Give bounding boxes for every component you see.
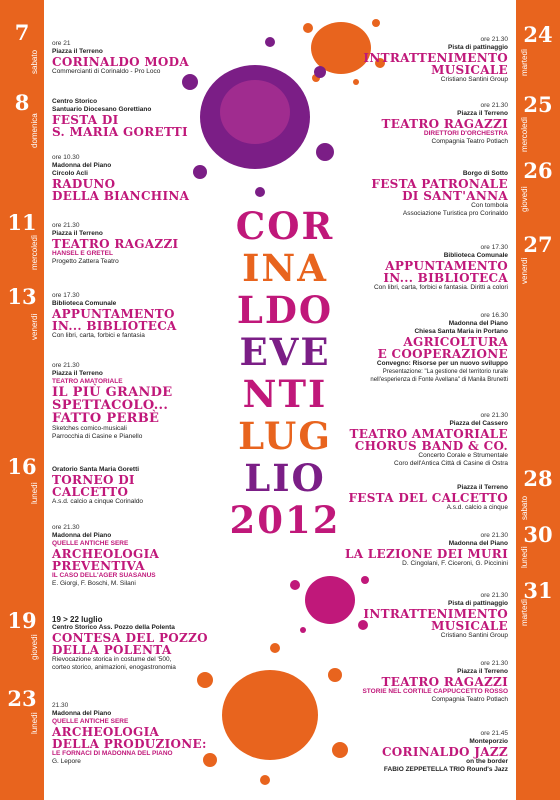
event-time: ore 16.30 <box>480 312 508 319</box>
event-listing <box>52 154 237 202</box>
event-listing <box>318 312 508 384</box>
event-desc: Concerto Corale e Strumentale <box>418 452 508 459</box>
event-title: RADUNO <box>52 177 116 191</box>
day-number: 30 <box>523 522 553 547</box>
event-title-line2: IN... BIBLIOTECA <box>52 319 177 333</box>
right-day <box>516 468 560 528</box>
left-day <box>0 212 44 272</box>
event-title: TEATRO RAGAZZI <box>381 675 508 689</box>
weekday: venerdì <box>30 313 39 340</box>
event-listing <box>52 524 237 588</box>
event-title: INTRATTENIMENTO <box>363 51 508 65</box>
event-title: INTRATTENIMENTO <box>363 607 508 621</box>
event-desc: Cristiano Santini Group <box>440 632 508 639</box>
day-number: 26 <box>523 158 553 183</box>
event-title: FESTA DEL CALCETTO <box>348 491 508 505</box>
event-time: 19 > 22 luglio <box>52 615 103 624</box>
day-number: 13 <box>7 284 37 309</box>
event-title-line2: E COOPERAZIONE <box>377 347 508 361</box>
event-desc-line2: Presentazione: "La gestione del territorio rurale <box>382 369 508 375</box>
day-number: 19 <box>7 608 37 633</box>
event-title-line2: IN... BIBLIOTECA <box>383 271 508 285</box>
event-desc: Progetto Zattera Teatro <box>52 258 119 265</box>
event-listing <box>318 592 508 640</box>
event-desc: E. Giorgi, F. Boschi, M. Silani <box>52 580 136 587</box>
day-number: 24 <box>523 22 553 47</box>
event-listing <box>52 98 237 138</box>
event-time: ore 21.30 <box>480 36 508 43</box>
event-place: Madonna del Piano <box>52 710 112 717</box>
event-place: Piazza il Terreno <box>457 668 508 675</box>
event-title: IL PIÙ GRANDE <box>52 385 173 400</box>
event-title-line2: MUSICALE <box>431 63 508 77</box>
event-listing <box>318 730 508 774</box>
weekday: venerdì <box>520 257 529 284</box>
event-listing <box>52 702 237 766</box>
right-day <box>516 234 560 294</box>
event-time: ore 21.30 <box>52 362 80 369</box>
right-day <box>516 24 560 84</box>
event-place: Santuario Diocesano Gorettiano <box>52 106 152 113</box>
event-time: ore 21 <box>52 40 71 47</box>
event-listing <box>52 222 237 266</box>
event-title: APPUNTAMENTO <box>52 307 175 321</box>
event-desc-line2: corteo storico, animazioni, enogastronomia <box>52 664 176 671</box>
event-listing <box>318 36 508 84</box>
title-line: LDO <box>236 288 334 332</box>
event-title: CORINALDO JAZZ <box>381 745 508 759</box>
event-subtitle: DIRETTORI D'ORCHESTRA <box>423 130 508 137</box>
day-number: 11 <box>7 210 37 235</box>
event-title: FESTA PATRONALE <box>371 177 508 191</box>
weekday: lunedì <box>30 712 39 734</box>
event-listing <box>318 244 508 292</box>
left-day <box>0 286 44 346</box>
event-listing <box>52 40 237 76</box>
event-time: ore 17.30 <box>52 292 80 299</box>
right-day <box>516 94 560 154</box>
day-number: 28 <box>523 466 553 491</box>
event-place: Madonna del Piano <box>448 540 508 547</box>
event-desc: G. Lepore <box>52 758 81 765</box>
weekday: martedì <box>520 598 529 626</box>
event-desc: D. Cingolani, F. Ciceroni, G. Piccinini <box>402 560 508 567</box>
weekday: mercoledì <box>520 116 529 152</box>
event-desc: Con libri, carta, forbici e fantasia <box>52 332 145 339</box>
event-subtitle: TEATRO AMATORIALE <box>52 378 123 385</box>
event-desc-line2: FABIO ZEPPETELLA TRIO Round's Jazz <box>383 766 508 773</box>
event-place: Madonna del Piano <box>52 162 112 169</box>
event-subtitle-line2: LE FORNACI DI MADONNA DEL PIANO <box>52 750 173 757</box>
event-subtitle: QUELLE ANTICHE SERE <box>52 540 129 547</box>
event-place-line2: Circolo Acli <box>52 170 88 177</box>
event-listing <box>318 484 508 512</box>
left-day <box>0 610 44 670</box>
event-title-line2: CHORUS BAND & CO. <box>354 439 508 453</box>
event-title: TORNEO DI <box>52 473 135 487</box>
day-number: 27 <box>523 232 553 257</box>
title-line: LUG <box>238 414 332 458</box>
event-title-line2: SPETTACOLO... <box>52 398 169 413</box>
weekday: domenica <box>30 113 39 148</box>
event-place-line2: Chiesa Santa Maria in Portano <box>414 328 508 335</box>
event-time: ore 21.30 <box>480 592 508 599</box>
event-time: ore 21.45 <box>480 730 508 737</box>
event-title: TEATRO AMATORIALE <box>349 427 508 441</box>
day-number: 31 <box>523 578 553 603</box>
weekday: sabato <box>30 49 39 74</box>
event-place: Oratorio Santa Maria Goretti <box>52 466 140 473</box>
event-title: ARCHEOLOGIA <box>52 725 160 739</box>
title-line: INA <box>242 246 328 290</box>
event-title: TEATRO RAGAZZI <box>381 117 508 131</box>
event-subtitle: QUELLE ANTICHE SERE <box>52 718 129 725</box>
event-place: Piazza il Terreno <box>52 230 103 237</box>
day-number: 25 <box>523 92 553 117</box>
title-line: EVE <box>239 330 331 374</box>
event-listing <box>318 660 508 704</box>
event-listing <box>318 412 508 468</box>
event-title-line2: DELLA POLENTA <box>52 643 172 657</box>
event-title: ARCHEOLOGIA <box>52 547 160 561</box>
event-desc-line2: Coro dell'Antica Città di Casine di Ostra <box>394 460 508 467</box>
event-desc: Rievocazione storica in costume del '500, <box>52 656 172 663</box>
event-desc: Convegno: Risorse per un nuovo sviluppo <box>376 360 508 367</box>
weekday: giovedì <box>520 186 529 212</box>
right-day <box>516 160 560 220</box>
title-line: COR <box>235 204 335 248</box>
event-desc: on the border <box>466 758 508 765</box>
event-desc: A.s.d. calcio a cinque Corinaldo <box>52 498 144 505</box>
event-place: Piazza il Terreno <box>457 110 508 117</box>
event-desc: Con tombola <box>471 202 508 209</box>
right-day <box>516 524 560 584</box>
event-place: Biblioteca Comunale <box>52 300 117 307</box>
event-place: Piazza il Terreno <box>52 48 103 55</box>
weekday: lunedì <box>520 546 529 568</box>
event-desc: A.s.d. calcio a cinque <box>446 504 508 511</box>
day-number: 23 <box>7 686 37 711</box>
event-desc-line2: Parrocchia di Casine e Pianello <box>52 433 143 440</box>
left-day <box>0 92 44 152</box>
event-desc: Cristiano Santini Group <box>440 76 508 83</box>
event-time: ore 21.30 <box>52 524 80 531</box>
weekday: sabato <box>520 495 529 520</box>
event-listing <box>318 102 508 146</box>
event-listing <box>52 616 237 672</box>
weekday: martedì <box>520 48 529 76</box>
event-subtitle: STORIE NEL CORTILE CAPPUCCETTO ROSSO <box>362 688 508 695</box>
event-title-line2: DI SANT'ANNA <box>402 189 508 203</box>
event-title-line2: DELLA BIANCHINA <box>52 189 190 203</box>
event-time: ore 21.30 <box>52 222 80 229</box>
left-day <box>0 688 44 748</box>
event-title-line2: MUSICALE <box>431 619 508 633</box>
day-number: 7 <box>14 20 30 45</box>
event-desc: Con libri, carta, forbici e fantasia. Diritti a colori <box>373 284 508 291</box>
event-listing <box>52 362 237 441</box>
event-listing <box>318 170 508 218</box>
event-subtitle-line2: IL CASO DELL'AGER SUASANUS <box>52 572 156 579</box>
event-time: ore 17.30 <box>480 244 508 251</box>
event-title-line3: FATTO PERBÈ <box>52 411 160 426</box>
event-title: APPUNTAMENTO <box>385 259 508 273</box>
title-line: LIO <box>244 456 326 500</box>
weekday: mercoledì <box>30 234 39 270</box>
event-time: ore 21.30 <box>480 412 508 419</box>
event-place: Piazza del Cassero <box>449 420 508 427</box>
event-desc: Commercianti di Corinaldo - Pro Loco <box>52 68 161 75</box>
event-listing <box>318 532 508 568</box>
event-desc: Compagnia Teatro Potlach <box>431 696 508 703</box>
event-desc: Sketches comico-musicali <box>52 425 127 432</box>
event-place: Pista di pattinaggio <box>448 44 508 51</box>
event-place: Piazza il Terreno <box>52 370 103 377</box>
event-title-line2: PREVENTIVA <box>52 559 145 573</box>
event-time: 21.30 <box>52 702 69 709</box>
event-place: Biblioteca Comunale <box>443 252 508 259</box>
event-time: ore 21.30 <box>480 660 508 667</box>
right-day <box>516 580 560 640</box>
day-number: 8 <box>14 90 30 115</box>
title-line: 2012 <box>229 498 341 542</box>
event-subtitle: HANSEL E GRETEL <box>52 250 113 257</box>
event-title-line2: S. MARIA GORETTI <box>52 125 188 139</box>
event-title: AGRICOLTURA <box>403 335 508 349</box>
title-line: NTI <box>242 372 328 416</box>
weekday: lunedì <box>30 482 39 504</box>
event-time: ore 21.30 <box>480 102 508 109</box>
event-desc: Compagnia Teatro Potlach <box>431 138 508 145</box>
event-place: Centro Storico Ass. Pozzo della Polenta <box>52 624 175 631</box>
left-day <box>0 456 44 516</box>
event-time: ore 10.30 <box>52 154 80 161</box>
weekday: giovedì <box>30 634 39 660</box>
event-title: LA LEZIONE DEI MURI <box>344 547 508 561</box>
event-listing <box>52 292 237 340</box>
event-place: Madonna del Piano <box>52 532 112 539</box>
event-listing <box>52 466 237 506</box>
event-place: Borgo di Sotto <box>462 170 508 177</box>
left-day <box>0 22 44 82</box>
event-title: CORINALDO MODA <box>52 55 189 69</box>
event-place: Monteporzio <box>469 738 508 745</box>
event-title: TEATRO RAGAZZI <box>52 237 179 251</box>
event-place: Madonna del Piano <box>448 320 508 327</box>
day-number: 16 <box>7 454 37 479</box>
event-time: ore 21.30 <box>480 532 508 539</box>
event-time: Centro Storico <box>52 98 98 105</box>
event-title-line2: DELLA PRODUZIONE: <box>52 737 207 751</box>
event-title: CONTESA DEL POZZO <box>52 631 208 645</box>
event-place: Pista di pattinaggio <box>448 600 508 607</box>
event-title-line2: CALCETTO <box>52 485 129 499</box>
event-place: Piazza il Terreno <box>457 484 508 491</box>
event-desc-line2: Associazione Turistica pro Corinaldo <box>402 210 508 217</box>
event-title: FESTA DI <box>52 113 119 127</box>
event-desc-line3: nell'esperienza di Fonte Avellana" di Manila Brunetti <box>370 377 508 383</box>
